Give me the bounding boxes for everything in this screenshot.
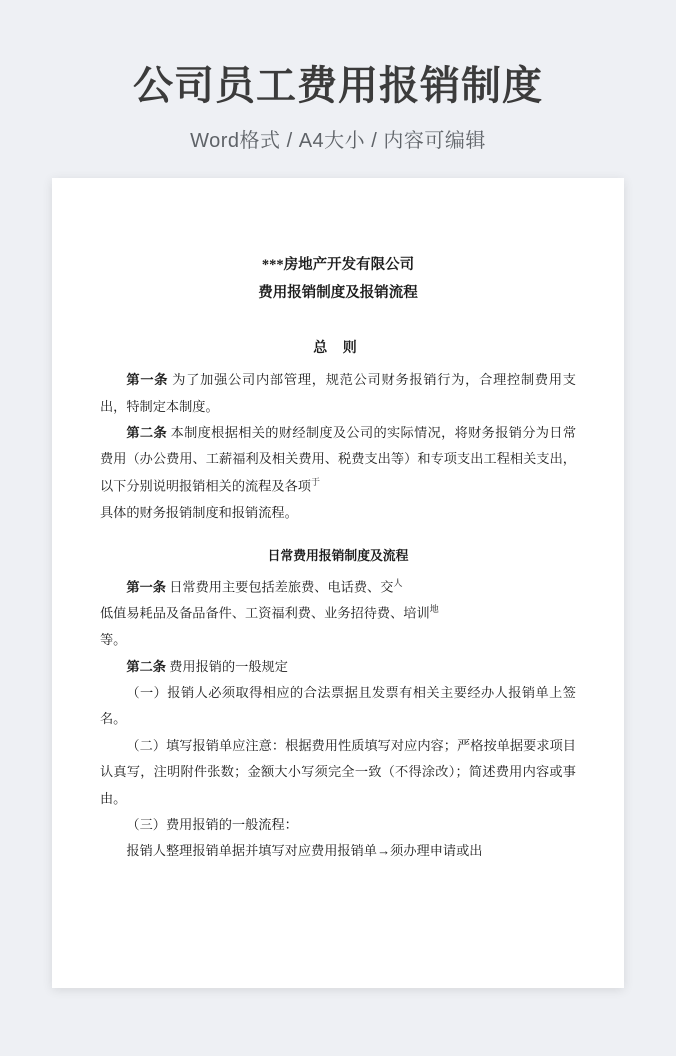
- daily-article-2-text: 费用报销的一般规定: [165, 658, 288, 674]
- article-2-superscript: 于: [311, 476, 321, 487]
- daily-article-1-text-2: 低值易耗品及备品备件、工资福利费、业务招待费、培训: [100, 605, 430, 621]
- flow-line: 报销人整理报销单据并填写对应费用报销单→须办理申请或出: [126, 843, 483, 859]
- article-2-text: 本制度根据相关的财经制度及公司的实际情况，将财务报销分为日常费用（办公费用、工薪福利及相关费用、税费支出等）和专项支出工程相关支出，以下分别说明报销相关的流程及各项: [100, 424, 577, 494]
- list-item-2: （二）填写报销单应注意：根据费用性质填写对应内容；严格按单据要求项目认真写，注明附件张数；金额大小写须完全一致（不得涂改）；简述费用内容或事由。: [100, 737, 576, 806]
- daily-article-1-superscript-1: ㆟: [393, 577, 403, 588]
- doc-title-line-2: 费用报销制度及报销流程: [258, 284, 418, 301]
- article-1-paragraph: [100, 367, 576, 420]
- article-2-paragraph: [100, 420, 576, 500]
- page-subtitle: Word格式 / A4大小 / 内容可编辑: [190, 130, 486, 152]
- article-1-label: 第一条: [126, 372, 169, 388]
- daily-article-1-paragraph: [100, 574, 576, 601]
- daily-article-1-text: 日常费用主要包括差旅费、电话费、交: [165, 578, 394, 594]
- banner: [0, 0, 676, 153]
- daily-article-2-label: 第二条: [126, 658, 166, 674]
- document-content: [52, 178, 624, 988]
- article-2-label: 第二条: [126, 424, 167, 440]
- daily-article-1-label: 第一条: [126, 578, 166, 594]
- article-2-continued: 具体的财务报销制度和报销流程。: [100, 504, 298, 520]
- daily-article-1-line-2: [100, 600, 576, 627]
- section-heading-daily: 日常费用报销制度及流程: [267, 548, 409, 563]
- doc-title-line-1: ***房地产开发有限公司: [261, 257, 415, 273]
- article-1-text: 为了加强公司内部管理，规范公司财务报销行为，合理控制费用支出，特制定本制度。: [100, 372, 576, 414]
- section-heading-general: 总 则: [313, 341, 363, 357]
- list-item-1: （一）报销人必须取得相应的合法票据且发票有相关主要经办人报销单上签名。: [100, 684, 576, 727]
- list-item-3: （三）费用报销的一般流程：: [126, 816, 298, 832]
- page-title: 公司员工费用报销制度: [133, 64, 543, 108]
- daily-article-2-paragraph: [100, 654, 576, 680]
- document-page: [52, 178, 624, 988]
- daily-article-1-line-3: 等。: [100, 632, 127, 648]
- daily-article-1-superscript-2: ㆞: [429, 604, 439, 615]
